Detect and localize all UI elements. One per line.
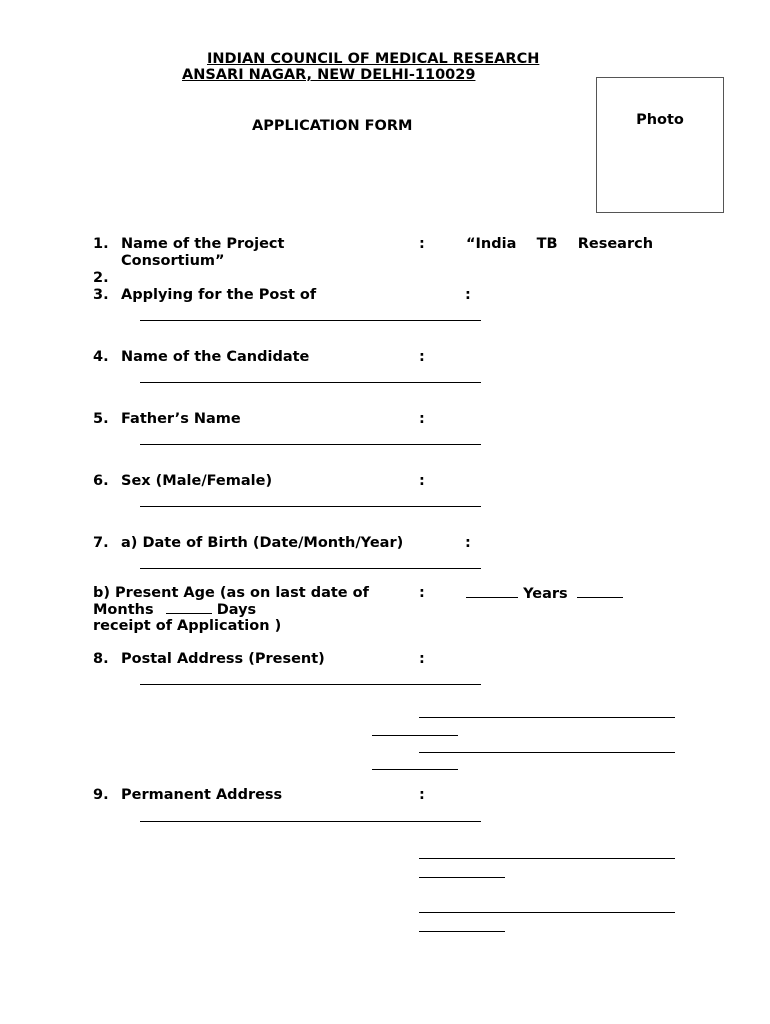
date-of-birth-field[interactable] xyxy=(140,568,481,569)
years-label: Years xyxy=(523,586,568,602)
org-name: INDIAN COUNCIL OF MEDICAL RESEARCH xyxy=(207,51,540,67)
item-5-label: Father’s Name xyxy=(121,411,241,427)
item-1-colon: : xyxy=(419,236,425,252)
permanent-address-line-4[interactable] xyxy=(419,912,675,913)
permanent-address-line-2[interactable] xyxy=(419,858,675,859)
item-2-number: 2. xyxy=(93,270,109,286)
item-6-label: Sex (Male/Female) xyxy=(121,473,273,489)
item-4-number: 4. xyxy=(93,349,109,365)
age-years-group xyxy=(466,585,623,603)
candidate-name-field[interactable] xyxy=(140,382,481,383)
postal-address-line-5[interactable] xyxy=(372,769,458,770)
item-7-colon: : xyxy=(465,535,471,551)
item-6-colon: : xyxy=(419,473,425,489)
age-months-days-row xyxy=(93,601,256,619)
item-1-label: Name of the Project xyxy=(121,236,285,252)
item-1-value-continued: Consortium” xyxy=(121,253,225,269)
item-4-colon: : xyxy=(419,349,425,365)
item-8-label: Postal Address (Present) xyxy=(121,651,325,667)
item-7-number: 7. xyxy=(93,535,109,551)
form-title: APPLICATION FORM xyxy=(252,118,413,134)
item-5-number: 5. xyxy=(93,411,109,427)
item-7-label: a) Date of Birth (Date/Month/Year) xyxy=(121,535,404,551)
org-address: ANSARI NAGAR, NEW DELHI-110029 xyxy=(182,67,476,83)
item-9-number: 9. xyxy=(93,787,109,803)
item-5-colon: : xyxy=(419,411,425,427)
item-9-colon: : xyxy=(419,787,425,803)
item-6-number: 6. xyxy=(93,473,109,489)
postal-address-line-4[interactable] xyxy=(419,752,675,753)
permanent-address-line-1[interactable] xyxy=(140,821,481,822)
item-8-colon: : xyxy=(419,651,425,667)
item-4-label: Name of the Candidate xyxy=(121,349,310,365)
postal-address-line-3[interactable] xyxy=(372,735,458,736)
days-label: Days xyxy=(216,602,257,618)
post-applied-field[interactable] xyxy=(140,320,481,321)
item-7b-label: b) Present Age (as on last date of xyxy=(93,585,369,601)
postal-address-line-2[interactable] xyxy=(419,717,675,718)
age-days-field[interactable] xyxy=(166,601,212,614)
age-years-field[interactable] xyxy=(466,585,518,598)
sex-field[interactable] xyxy=(140,506,481,507)
item-1-number: 1. xyxy=(93,236,109,252)
permanent-address-line-5[interactable] xyxy=(419,931,505,932)
item-3-label: Applying for the Post of xyxy=(121,287,317,303)
item-1-value: “India TB Research xyxy=(466,236,654,252)
item-3-number: 3. xyxy=(93,287,109,303)
permanent-address-line-3[interactable] xyxy=(419,877,505,878)
item-7b-colon: : xyxy=(419,585,425,601)
item-9-label: Permanent Address xyxy=(121,787,283,803)
months-label: Months xyxy=(93,602,154,618)
postal-address-line-1[interactable] xyxy=(140,684,481,685)
photo-box[interactable] xyxy=(596,77,724,213)
photo-label: Photo xyxy=(636,112,684,128)
item-8-number: 8. xyxy=(93,651,109,667)
age-months-field[interactable] xyxy=(577,585,623,598)
father-name-field[interactable] xyxy=(140,444,481,445)
receipt-of-application-label: receipt of Application ) xyxy=(93,618,282,634)
item-3-colon: : xyxy=(465,287,471,303)
